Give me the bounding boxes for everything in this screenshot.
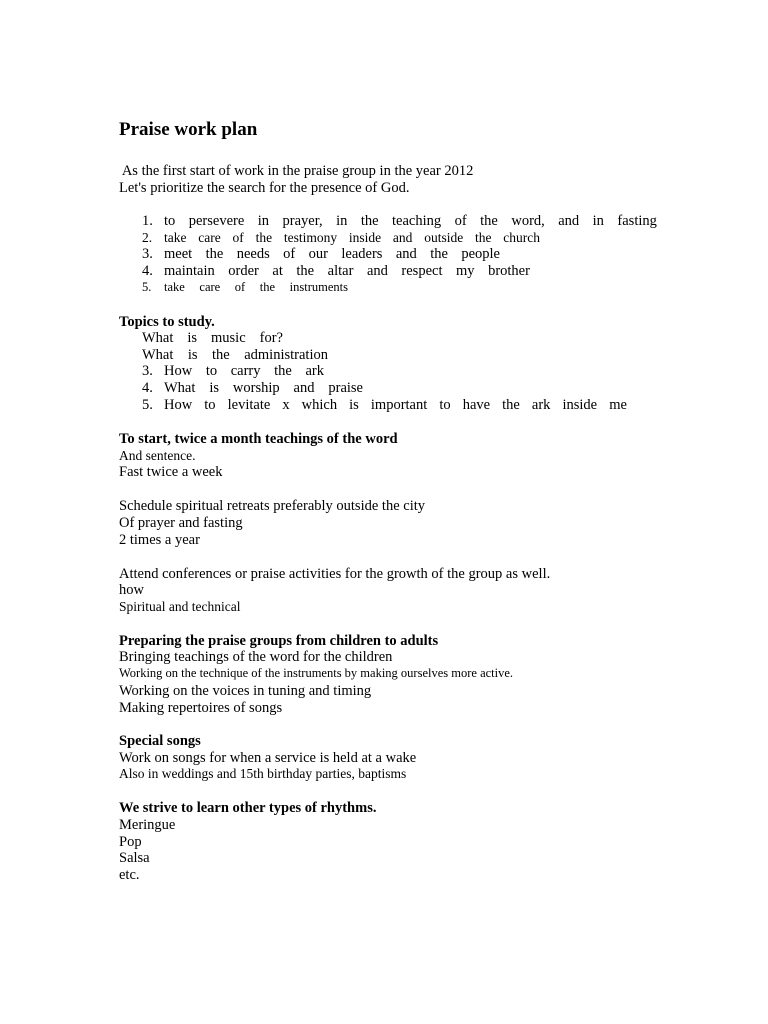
paragraph-line: Schedule spiritual retreats preferably outside the city	[119, 498, 426, 514]
list-word: the	[474, 230, 492, 245]
list-word: inside	[562, 397, 598, 413]
list-word: of	[234, 280, 246, 294]
list-item-text	[164, 264, 530, 279]
intro-line-1: As the first start of work in the praise group in the year 2012	[119, 163, 474, 179]
list-word: order	[228, 263, 259, 279]
paragraph-line: And sentence.	[119, 448, 196, 463]
list-word: the	[259, 280, 276, 294]
list-word: How	[164, 363, 193, 379]
list-word: What	[142, 347, 174, 363]
paragraph-line: 2 times a year	[119, 532, 200, 548]
list-item	[142, 246, 500, 262]
list-word: carry	[230, 363, 261, 379]
list-word: What	[142, 330, 174, 346]
list-item-text	[164, 398, 627, 413]
list-word: my	[456, 263, 475, 279]
paragraph-line: Spiritual and technical	[119, 599, 241, 614]
list-word: the	[212, 347, 230, 363]
paragraph-line: Making repertoires of songs	[119, 700, 283, 716]
list-word: instruments	[289, 280, 348, 294]
list-word: for?	[259, 330, 283, 346]
list-word: the	[205, 246, 224, 262]
list-word: levitate	[227, 397, 271, 413]
list-word: at	[272, 263, 283, 279]
paragraph-line: Fast twice a week	[119, 464, 223, 480]
list-word: and	[392, 230, 413, 245]
list-word: testimony	[283, 230, 338, 245]
list-word: of	[454, 213, 467, 229]
topics-heading: Topics to study.	[119, 314, 215, 330]
list-word: worship	[232, 380, 280, 396]
list-word: How	[164, 397, 193, 413]
intro-line-2: Let's prioritize the search for the presence of God.	[119, 180, 410, 196]
section-heading: Preparing the praise groups from children to adults	[119, 633, 439, 649]
list-number: 5.	[142, 280, 152, 294]
list-word: important	[370, 397, 428, 413]
list-word: the	[430, 246, 448, 262]
list-number: 5.	[142, 397, 153, 413]
list-word: fasting	[617, 213, 657, 229]
document-title: Praise work plan	[119, 119, 258, 140]
list-word: and	[293, 380, 315, 396]
list-word: the	[296, 263, 315, 279]
list-item-text	[164, 364, 324, 379]
paragraph-line: Work on songs for when a service is held at a wake	[119, 750, 417, 766]
list-word: respect	[401, 263, 443, 279]
list-word: What	[164, 380, 196, 396]
section-heading: We strive to learn other types of rhythms.	[119, 800, 377, 816]
list-word: of	[232, 230, 244, 245]
list-word: church	[503, 230, 540, 245]
list-item-text	[164, 231, 540, 245]
section-heading: To start, twice a month teachings of the word	[119, 431, 398, 447]
paragraph-line: Working on the voices in tuning and timing	[119, 683, 372, 699]
list-word: take	[164, 230, 187, 245]
paragraph-line: Salsa	[119, 850, 150, 866]
list-word: inside	[348, 230, 382, 245]
list-word: brother	[488, 263, 530, 279]
list-number: 2.	[142, 230, 153, 245]
list-word: to	[204, 397, 216, 413]
list-word: to	[205, 363, 218, 379]
list-word: ark	[531, 397, 551, 413]
list-word: needs	[236, 246, 270, 262]
paragraph-line: Also in weddings and 15th birthday parties, baptisms	[119, 766, 407, 781]
list-number: 1.	[142, 213, 153, 229]
list-word: to	[164, 213, 176, 229]
list-word: is	[349, 397, 359, 413]
list-word: the	[255, 230, 273, 245]
list-number: 3.	[142, 363, 153, 379]
list-item-text	[142, 331, 283, 346]
list-item-text	[142, 348, 328, 363]
list-word: to	[439, 397, 451, 413]
paragraph-line: Pop	[119, 834, 142, 850]
list-item-text	[164, 381, 363, 396]
section-heading: Special songs	[119, 733, 201, 749]
list-word: outside	[424, 230, 464, 245]
list-item-text	[164, 281, 348, 294]
paragraph-line: Attend conferences or praise activities for the growth of the group as well.	[119, 566, 551, 582]
list-word: and	[558, 213, 580, 229]
list-word: administration	[244, 347, 328, 363]
paragraph-line: how	[119, 582, 144, 598]
list-word: leaders	[341, 246, 383, 262]
list-word: is	[209, 380, 219, 396]
list-word: is	[187, 347, 198, 363]
list-word: have	[462, 397, 491, 413]
list-word: in	[592, 213, 604, 229]
list-word: take	[164, 280, 185, 294]
list-number: 3.	[142, 246, 153, 262]
list-word: the	[502, 397, 520, 413]
list-word: prayer,	[282, 213, 323, 229]
list-word: the	[480, 213, 498, 229]
paragraph-line: etc.	[119, 867, 140, 883]
list-word: in	[336, 213, 348, 229]
list-word: care	[199, 280, 221, 294]
list-word: and	[395, 246, 417, 262]
list-word: our	[308, 246, 328, 262]
paragraph-line: Working on the technique of the instruments by making ourselves more active.	[119, 666, 514, 680]
list-item-text	[164, 214, 657, 229]
list-item	[142, 280, 348, 294]
list-item	[142, 213, 657, 229]
list-item	[142, 363, 324, 379]
list-item	[142, 263, 530, 279]
paragraph-line: Meringue	[119, 817, 176, 833]
list-item	[142, 230, 540, 245]
list-word: x	[282, 397, 290, 413]
list-word: meet	[164, 246, 193, 262]
list-word: teaching	[392, 213, 442, 229]
list-item	[142, 397, 627, 413]
list-word: altar	[327, 263, 354, 279]
list-word: me	[609, 397, 627, 413]
list-item	[142, 380, 363, 396]
list-item-text	[164, 247, 500, 262]
list-word: and	[366, 263, 388, 279]
paragraph-line: Of prayer and fasting	[119, 515, 243, 531]
list-word: persevere	[188, 213, 245, 229]
list-word: music	[211, 330, 246, 346]
list-word: people	[461, 246, 500, 262]
list-word: ark	[305, 363, 324, 379]
list-number: 4.	[142, 380, 153, 396]
list-word: which	[301, 397, 338, 413]
list-word: the	[274, 363, 292, 379]
list-word: of	[283, 246, 296, 262]
list-word: care	[198, 230, 221, 245]
list-word: praise	[328, 380, 363, 396]
list-word: in	[257, 213, 270, 229]
list-word: the	[360, 213, 379, 229]
list-word: is	[187, 330, 198, 346]
list-word: maintain	[164, 263, 215, 279]
list-word: word,	[511, 213, 545, 229]
list-number: 4.	[142, 263, 153, 279]
paragraph-line: Bringing teachings of the word for the children	[119, 649, 393, 665]
